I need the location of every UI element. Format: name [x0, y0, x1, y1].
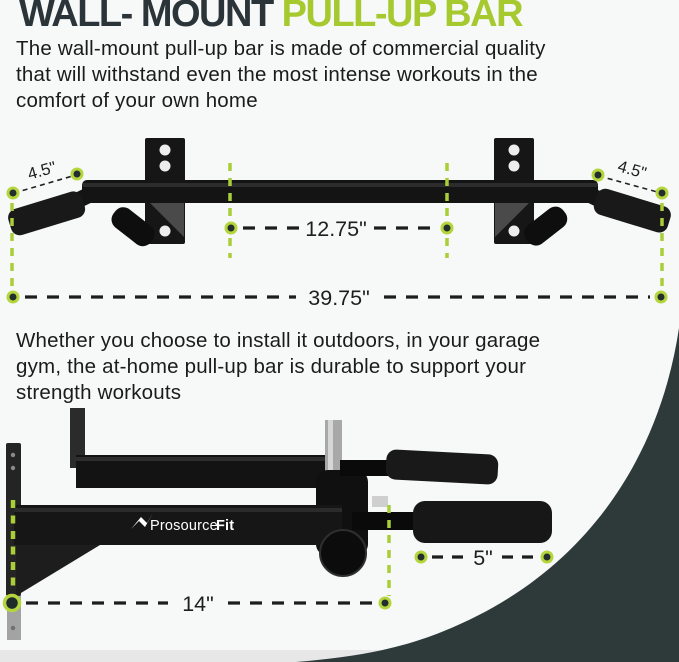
page-title-green: PULL-UP BAR — [281, 0, 523, 35]
dimension-endpoint-dot — [657, 188, 667, 198]
lower-arm-tube — [14, 505, 342, 545]
brand-text-regular: Prosource — [150, 518, 218, 534]
dimension-endpoint-dot — [8, 188, 18, 198]
intro-line: that will withstand even the most intense workouts in the — [16, 63, 538, 86]
dimension-endpoint-dot — [226, 223, 236, 233]
mid-line: Whether you choose to install it outdoors, in your garage — [16, 329, 541, 352]
dimension-endpoint-dot — [416, 552, 426, 562]
dimension-label-inner-width: 12.75" — [305, 217, 367, 241]
mounting-hole — [160, 145, 171, 156]
mounting-hole — [509, 161, 520, 172]
handle-clamp — [372, 496, 388, 507]
mid-paragraph — [16, 328, 636, 406]
mounting-hole — [160, 161, 171, 172]
dimension-handle-length — [416, 546, 552, 570]
dimension-endpoint-dot — [442, 223, 452, 233]
mounting-hole — [11, 453, 15, 457]
front-view-illustration — [6, 138, 673, 310]
dimension-total-width — [8, 286, 666, 310]
arm-gusset — [16, 545, 100, 596]
dimension-endpoint-dot — [72, 169, 82, 179]
dimension-endpoint-dot — [380, 598, 390, 608]
dimension-mount-depth — [5, 592, 391, 616]
pull-up-bar — [50, 180, 629, 214]
upper-arm-highlight — [76, 457, 336, 461]
dimension-label-total-width: 39.75" — [308, 286, 370, 310]
mounting-hole — [11, 626, 15, 630]
dimension-label-right-grip: 4.5" — [615, 157, 649, 183]
lower-handle — [352, 496, 552, 543]
page-title-dark: WALL- MOUNT — [19, 0, 273, 35]
intro-paragraph — [16, 36, 636, 114]
bar-end-knob — [320, 530, 366, 576]
mounting-hole — [11, 466, 15, 470]
intro-line: The wall-mount pull-up bar is made of commercial quality — [16, 37, 546, 60]
mounting-hole — [160, 226, 171, 237]
mounting-hole — [509, 145, 520, 156]
mid-line: gym, the at-home pull-up bar is durable to support your — [16, 355, 527, 378]
page-title — [19, 0, 522, 36]
dimension-endpoint-dot — [656, 292, 666, 302]
dimension-endpoint-dot — [5, 596, 20, 611]
brand-text-bold: Fit — [216, 518, 235, 534]
intro-line: comfort of your own home — [16, 89, 258, 112]
dimension-endpoint-dot — [8, 292, 18, 302]
dimension-label-handle-length: 5" — [473, 546, 493, 570]
mid-line: strength workouts — [16, 381, 182, 404]
dimension-inner-width — [226, 217, 452, 241]
dimension-label-mount-depth: 14" — [182, 592, 214, 616]
dimension-label-left-grip: 4.5" — [25, 158, 59, 184]
side-view-illustration — [5, 408, 553, 640]
dimension-endpoint-dot — [542, 552, 552, 562]
mounting-hole — [509, 226, 520, 237]
dimension-endpoint-dot — [593, 170, 603, 180]
